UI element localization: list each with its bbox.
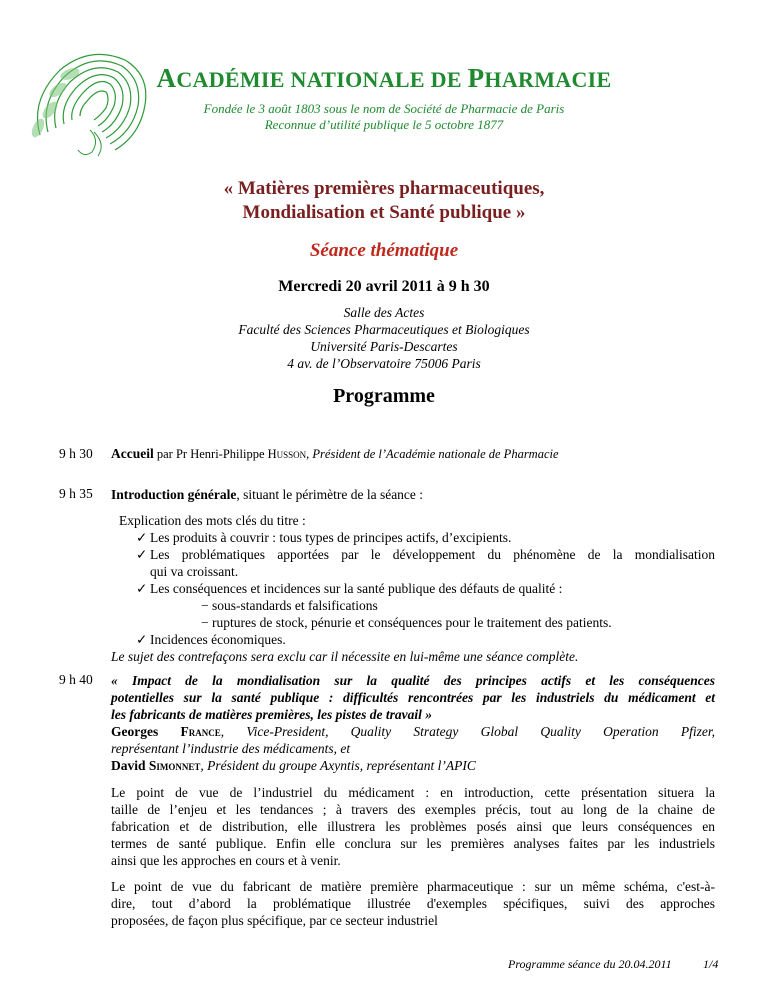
speaker-role: , Président de l’Académie nationale de Pharmacie [306,447,559,461]
checkmark-icon: ✓ [136,581,148,596]
session-type: Séance thématique [309,240,459,261]
recognized-line: Reconnue d’utilité publique le 5 octobre 1877 [264,117,504,132]
venue-university: Université Paris-Descartes [310,339,458,354]
bullet-problems-1: Les problématiques apportées par le développement du phénomène de la mondialisation [150,547,715,562]
speaker-2 [111,757,476,774]
item-label-rest: , situant le périmètre de la séance : [236,487,424,502]
bullet-consequences: Les conséquences et incidences sur la santé publique des défauts de qualité : [150,581,563,596]
item-label: Introduction générale [111,487,237,502]
item-time: 9 h 30 [59,446,93,461]
speaker-1-role-2: représentant l’industrie des médicaments, et [111,741,351,756]
speaker-name: Husson [267,447,307,461]
main-title-line-2: Mondialisation et Santé publique » [242,202,526,223]
talk-title-line-2: potentielles sur la santé publique : difficultés rencontrées par les industriels du médicament et [111,690,715,705]
academy-name [0,63,768,94]
footer-label: Programme séance du 20.04.2011 [508,957,672,971]
sub-bullet-shortages: ruptures de stock, pénurie et conséquences pour le traitement des patients. [212,615,612,630]
item-text [111,446,715,462]
bullet-economic: Incidences économiques. [150,632,286,647]
academy-name-part-d: HARMACIE [484,67,612,92]
speaker-2-first: David [111,758,149,773]
academy-name-part-b: CADÉMIE NATIONALE DE [176,67,468,92]
speaker-2-last: Simonnet [148,758,201,773]
founded-line: Fondée le 3 août 1803 sous le nom de Société de Pharmacie de Paris [203,101,565,116]
academy-name-initial-a: A [156,63,177,93]
page-number: 1/4 [703,957,719,971]
speaker-1-first: Georges [111,724,181,739]
bullet-problems-2: qui va croissant. [150,564,239,579]
session-date: Mercredi 20 avril 2011 à 9 h 30 [278,278,490,295]
paragraph-2-line-3: proposées, de façon plus spécifique, par ce secteur industriel [111,913,438,928]
speaker-1-role: , Vice-President, Quality Strategy Global Quality Operation Pfizer, [220,724,716,739]
main-title-line-1: « Matières premières pharmaceutiques, [223,178,545,199]
venue-address: 4 av. de l’Observatoire 75006 Paris [287,356,481,371]
academy-name-initial-p: P [467,63,485,93]
paragraph-2-line-1: Le point de vue du fabricant de matière première pharmaceutique : sur un même schéma, c'est-à- [111,879,715,894]
paragraph-1-line-3: fabrication et de distribution, elle illustrera les problèmes posés ainsi que leurs conséquences en [111,819,715,834]
item-time: 9 h 40 [59,672,93,687]
paragraph-1-line-4: termes de santé publique. Enfin elle conclura sur les premières analyses faites par les industriels [111,836,715,851]
dash-icon: − [201,598,212,613]
talk-title-line-1: « Impact de la mondialisation sur la qualité des principes actifs et les conséquences [111,673,715,688]
item-label: Accueil [111,446,154,461]
bullet-products: Les produits à couvrir : tous types de principes actifs, d’excipients. [150,530,512,545]
dash-icon: − [201,615,212,630]
page-footer [508,957,719,972]
checkmark-icon: ✓ [136,530,148,545]
sub-bullet-substandards: sous-standards et falsifications [212,598,378,613]
speaker-1-last: France [180,724,221,739]
paragraph-1-line-1: Le point de vue de l’industriel du médicament : en introduction, cette présentation situera la [111,785,715,800]
item-time: 9 h 35 [59,486,93,501]
programme-heading: Programme [333,385,435,407]
item-text [111,486,715,664]
item-by: par Pr Henri-Philippe [153,447,268,461]
venue-faculty: Faculté des Sciences Pharmaceutiques et Biologiques [238,322,530,337]
paragraph-1-line-2: taille de l’enjeu et les tendances ; à travers des exemples précis, tout au long de la chaine de [111,802,715,817]
speaker-2-role: , Président du groupe Axyntis, représentant l’APIC [200,758,476,773]
venue-room: Salle des Actes [343,305,425,320]
checkmark-icon: ✓ [136,547,148,562]
checkmark-icon: ✓ [136,632,148,647]
speaker-1 [111,723,715,740]
item-text [111,672,715,942]
paragraph-1-line-5: ainsi que les approches en cours et à venir. [111,853,341,868]
keywords-intro: Explication des mots clés du titre : [119,513,306,528]
talk-title-line-3: les fabricants de matières premières, les pistes de travail » [111,707,432,722]
counterfeit-note: Le sujet des contrefaçons sera exclu car il nécessite en lui-même une séance complète. [111,649,579,664]
paragraph-2-line-2: dire, tout d’abord la problématique illustrée d'exemples spécifiques, suivi des approches [111,896,715,911]
